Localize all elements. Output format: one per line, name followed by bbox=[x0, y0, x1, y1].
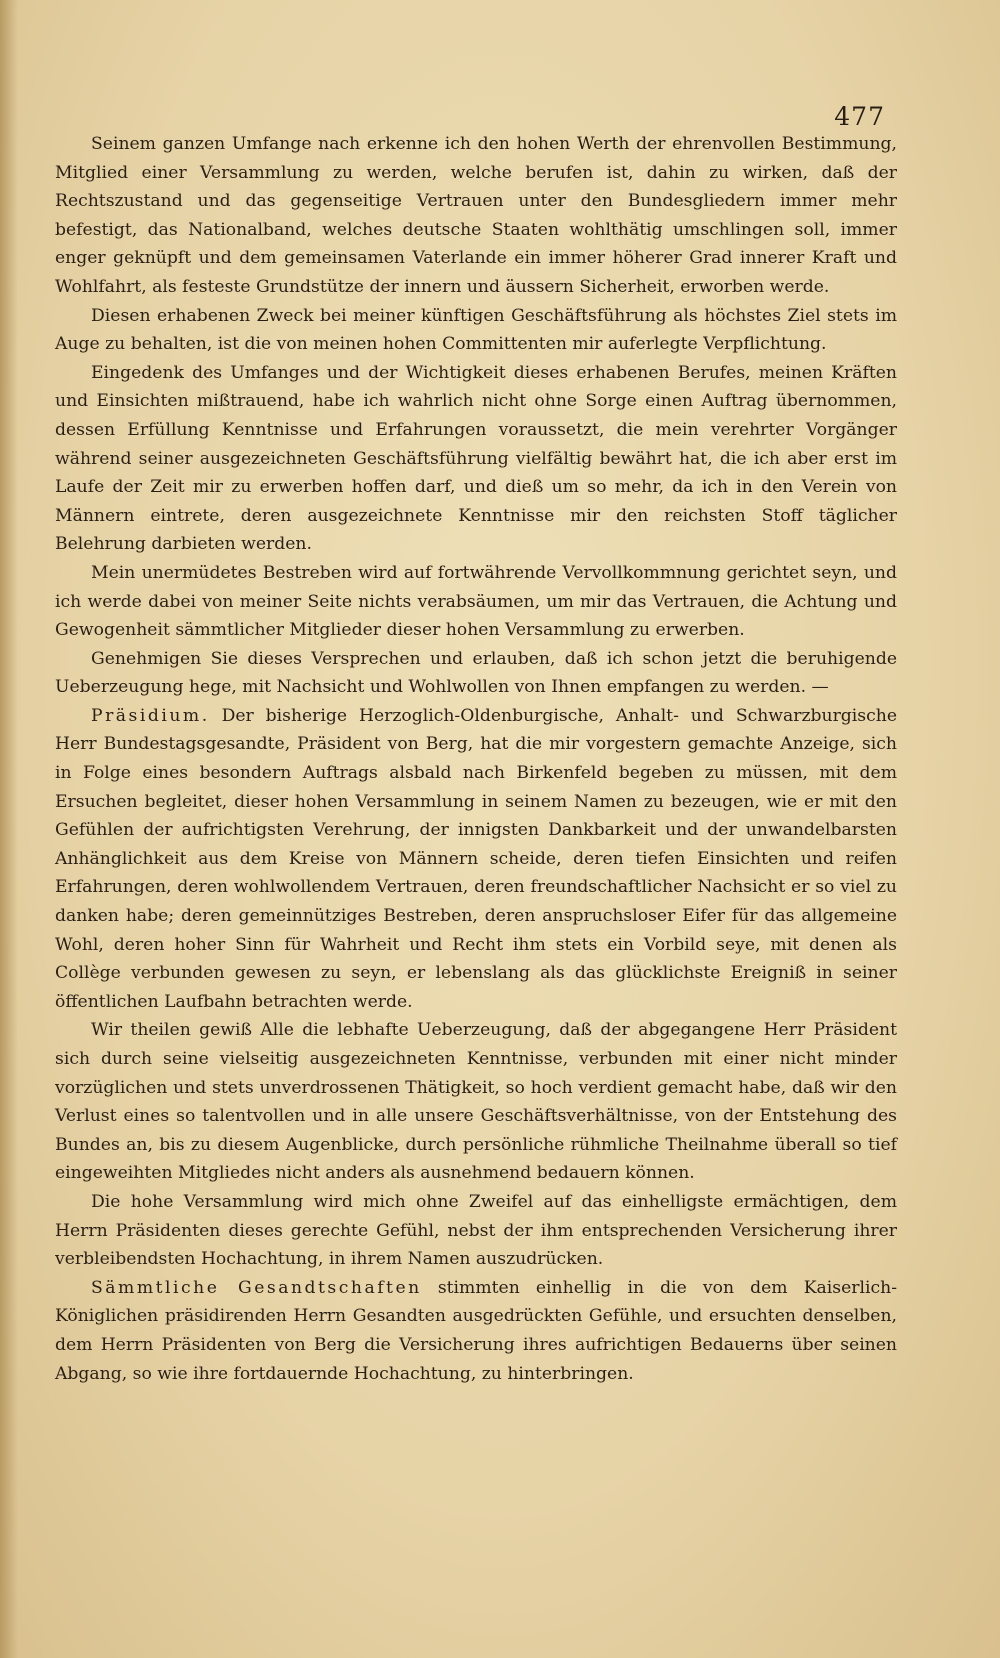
paragraph-text: Diesen erhabenen Zweck bei meiner künftigen Geschäftsführung als höchstes Ziel stets im Auge zu behalten, ist die von meinen hohen Committenten mir auferlegte Verpflichtung. bbox=[55, 305, 897, 355]
paragraph bbox=[55, 1188, 897, 1274]
paragraph-text: Wir theilen gewiß Alle die lebhafte Ueberzeugung, daß der abgegangene Herr Präsident sich durch seine vielseitig ausgezeichneten Kenntnisse, verbunden mit einer nicht minder vorzüglichen und stets unverdrossenen Thätigkeit, so hoch verdient gemacht habe, daß wir den Verlust eines so talentvollen und in alle unsere Geschäftsverhältnisse, von der Entstehung des Bundes an, bis zu diesem Augenblicke, durch persönliche rühmliche Theilnahme überall so tief eingeweihten Mitgliedes nicht anders als ausnehmend bedauern können. bbox=[55, 1020, 897, 1184]
paragraph bbox=[55, 559, 897, 645]
paragraph bbox=[55, 1016, 897, 1188]
page-edge-shadow bbox=[0, 0, 18, 1658]
paragraph-text: Der bisherige Herzoglich-Oldenburgische, Anhalt- und Schwarzburgische Herr Bundestagsgesandte, Präsident von Berg, hat die mir vorgestern gemachte Anzeige, sich in Folge eines besondern Auftrags alsbald nach Birkenfeld begeben zu müssen, mit dem Ersuchen begleitet, dieser hohen Versammlung in seinem Namen zu bezeugen, wie er mit den Gefühlen der aufrichtigsten Verehrung, der innigsten Dankbarkeit und der unwandelbarsten Anhänglichkeit aus dem Kreise von Männern scheide, deren tiefen Einsichten und reifen Erfahrungen, deren wohlwollendem Vertrauen, deren freundschaftlicher Nachsicht er so viel zu danken habe; deren gemeinnütziges Bestreben, deren anspruchsloser Eifer für das allgemeine Wohl, deren hoher Sinn für Wahrheit und Recht ihm stets ein Vorbild seye, mit denen als Collège verbunden gewesen zu seyn, er lebenslang als das glücklichste Ereigniß in seiner öffentlichen Laufbahn betrachten werde. bbox=[55, 705, 897, 1012]
page-number: 477 bbox=[834, 102, 885, 131]
paragraph-text: stimmten einhellig in die von dem Kaiserlich-Königlichen präsidirenden Herrn Gesandten ausgedrückten Gefühle, und ersuchten denselben, dem Herrn Präsidenten von Berg die Versicherung ihres aufrichtigen Bedauerns über seinen Abgang, so wie ihre fortdauernde Hochachtung, zu hinterbringen. bbox=[55, 1277, 897, 1384]
paragraph-text: Die hohe Versammlung wird mich ohne Zweifel auf das einhelligste ermächtigen, dem Herrn Präsidenten dieses gerechte Gefühl, nebst der ihm entsprechenden Versicherung ihrer verbleibendsten Hochachtung, in ihrem Namen auszudrücken. bbox=[55, 1191, 897, 1270]
paragraph bbox=[55, 645, 897, 702]
paragraph-text: Seinem ganzen Umfange nach erkenne ich den hohen Werth der ehrenvollen Bestimmung, Mitglied einer Versammlung zu werden, welche berufen ist, dahin zu wirken, daß der Rechtszustand und das gegenseitige Vertrauen unter den Bundesgliedern immer mehr befestigt, das Nationalband, welches deutsche Staaten wohlthätig umschlingen soll, immer enger geknüpft und dem gemeinsamen Vaterlande ein immer höherer Grad innerer Kraft und Wohlfahrt, als festeste Grundstütze der innern und äussern Sicherheit, erworben werde. bbox=[55, 134, 897, 297]
paragraph bbox=[55, 702, 897, 1017]
paragraph-text: Eingedenk des Umfanges und der Wichtigkeit dieses erhabenen Berufes, meinen Kräften und Einsichten mißtrauend, habe ich wahrlich nicht ohne Sorge einen Auftrag übernommen, dessen Erfüllung Kenntnisse und Erfahrungen voraussetzt, die mein verehrter Vorgänger während seiner ausgezeichneten Geschäftsführung vielfältig bewährt hat, die ich aber erst im Laufe der Zeit mir zu erwerben hoffen darf, und dieß um so mehr, da ich in den Verein von Männern eintrete, deren ausgezeichnete Kenntnisse mir den reichsten Stoff täglicher Belehrung darbieten werden. bbox=[55, 362, 897, 555]
paragraph bbox=[55, 359, 897, 559]
paragraph bbox=[55, 1274, 897, 1388]
speaker-label: Präsidium. bbox=[91, 705, 210, 726]
paragraph-text: Genehmigen Sie dieses Versprechen und erlauben, daß ich schon jetzt die beruhigende Ueberzeugung hege, mit Nachsicht und Wohlwollen von Ihnen empfangen zu werden. — bbox=[55, 648, 897, 698]
paragraph bbox=[55, 302, 897, 359]
body-text bbox=[55, 130, 897, 1388]
paragraph-text: Mein unermüdetes Bestreben wird auf fortwährende Vervollkommnung gerichtet seyn, und ich werde dabei von meiner Seite nichts verabsäumen, um mir das Vertrauen, die Achtung und Gewogenheit sämmtlicher Mitglieder dieser hohen Versammlung zu erwerben. bbox=[55, 562, 897, 641]
paragraph bbox=[55, 130, 897, 302]
speaker-label: Sämmtliche Gesandtschaften bbox=[91, 1277, 422, 1298]
